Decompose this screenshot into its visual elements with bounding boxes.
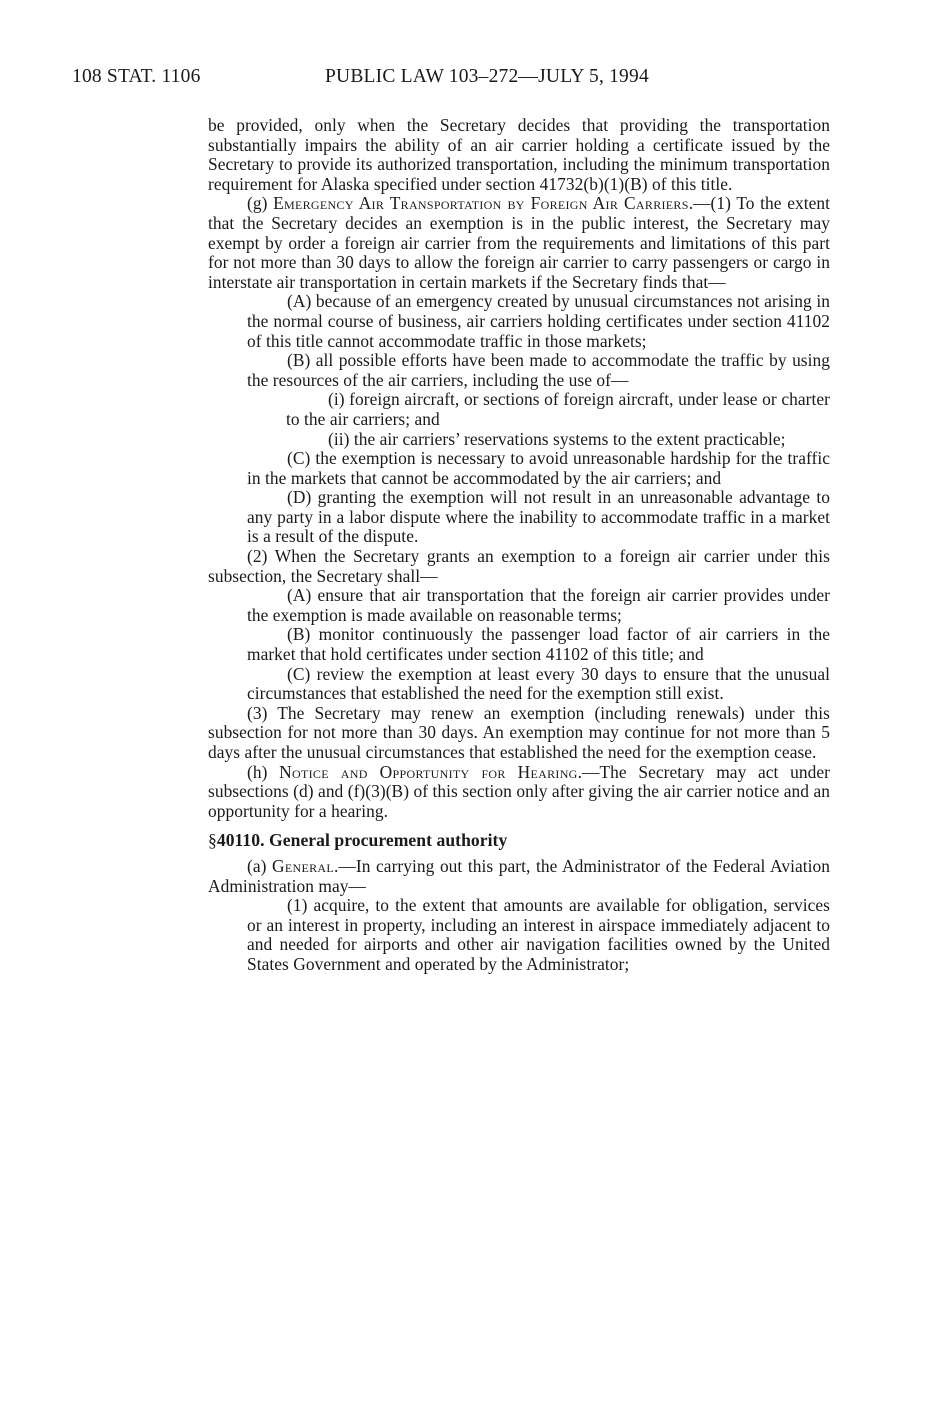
statute-page-number: 108 STAT. 1106: [72, 66, 201, 87]
paragraph-g1A: (A) because of an emergency created by unusual circumstances not arising in the normal course of business, air carriers holding certificates under section 41102 of this title cannot accommodate traffic in those markets;: [247, 291, 830, 351]
section-heading: [208, 831, 830, 851]
paragraph-g2A: (A) ensure that air transportation that the foreign air carrier provides under the exemption is made available on reasonable terms;: [247, 585, 830, 625]
running-header: [0, 66, 940, 94]
subsection-a: [208, 857, 830, 896]
subsection-a-label: (a): [247, 855, 273, 876]
subsection-h-heading: Notice and Opportunity for Hearing: [279, 761, 578, 782]
section-title: 40110. General procurement authority: [216, 830, 508, 851]
subsection-h-text: .—The Secretary may act under subsections (d) and (f)(3)(B) of this section only after giving the air carrier notice and an opportunity for a hearing.: [208, 761, 831, 821]
subsection-a-text: .—In carrying out this part, the Administrator of the Federal Aviation Administration may—: [208, 855, 830, 896]
paragraph-a1: (1) acquire, to the extent that amounts are available for obligation, services or an interest in property, including an interest in airspace immediately adjacent to and needed for airports and other air navigation facilities owned by the United States Government and operated by the Administrator;: [247, 895, 830, 974]
section-symbol: §: [208, 830, 217, 851]
subsection-h: [208, 763, 830, 822]
subsection-g-label: (g): [247, 193, 274, 214]
paragraph-g2B: (B) monitor continuously the passenger load factor of air carriers in the market that hold certificates under section 41102 of this title; and: [247, 624, 830, 665]
subsection-g-text: .—(1) To the extent that the Secretary decides an exemption is in the public interest, the Secretary may exempt by order a foreign air carrier from the requirements and limitations of this part for not more than 30 days to allow the foreign air carrier to carry passengers or cargo in interstate air transportation in certain markets if the Secretary finds that—: [208, 193, 831, 292]
subsection-h-label: (h): [247, 761, 280, 782]
continued-paragraph: be provided, only when the Secretary decides that providing the transportation substantially impairs the ability of an air carrier holding a certificate issued by the Secretary to provide its authorized transportation, including the minimum transportation requirement for Alaska specified under section 41732(b)(1)(B) of this title.: [208, 115, 830, 194]
public-law-title: PUBLIC LAW 103–272—JULY 5, 1994: [325, 66, 649, 87]
paragraph-g2C: (C) review the exemption at least every 30 days to ensure that the unusual circumstances that established the need for the exemption still exist.: [247, 663, 830, 704]
subsection-a-heading: General: [272, 855, 335, 876]
paragraph-g2: (2) When the Secretary grants an exemption to a foreign air carrier under this subsection, the Secretary shall—: [208, 546, 830, 586]
document-body: [208, 116, 830, 975]
paragraph-g1C: (C) the exemption is necessary to avoid unreasonable hardship for the traffic in the markets that cannot be accommodated by the air carriers; and: [247, 448, 830, 488]
clause-g1Bii: (ii) the air carriers’ reservations systems to the extent practicable;: [328, 428, 786, 449]
paragraph-g3: (3) The Secretary may renew an exemption (including renewals) under this subsection for not more than 30 days. An exemption may continue for not more than 5 days after the unusual circumstances that established the need for the exemption cease.: [208, 702, 830, 762]
subsection-g: [208, 194, 830, 292]
clause-g1Bi: (i) foreign aircraft, or sections of foreign aircraft, under lease or charter to the air carriers; and: [286, 389, 830, 429]
subsection-g-heading: Emergency Air Transportation by Foreign Air Carriers: [273, 193, 689, 214]
paragraph-g1B: (B) all possible efforts have been made to accommodate the traffic by using the resources of the air carriers, including the use of—: [247, 350, 830, 390]
paragraph-g1D: (D) granting the exemption will not result in an unreasonable advantage to any party in a labor dispute where the inability to accommodate traffic in a market is a result of the dispute.: [247, 487, 830, 547]
